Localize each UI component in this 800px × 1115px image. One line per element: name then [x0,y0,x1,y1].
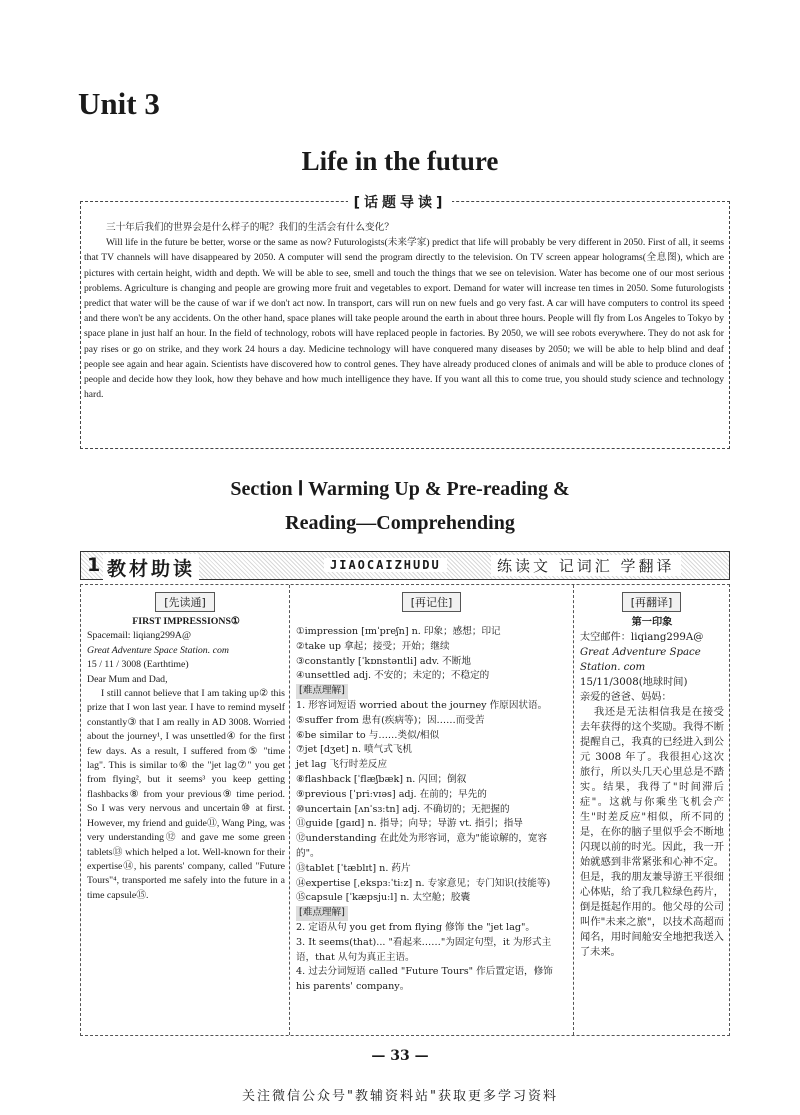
column-read [81,585,290,1035]
three-column-panel [80,584,730,1036]
page-number: — 33 — [371,1048,429,1064]
translation-line: Great Adventure Space Station. com [580,647,701,673]
letter-line: 15 / 11 / 3008 (Earthtime) [87,659,189,671]
vocab-item: jet lag 飞行时差反应 [296,759,388,771]
difficulty-tag: [难点理解] [296,684,348,699]
section-title-line1: Section Ⅰ Warming Up & Pre-reading & [230,478,570,500]
banner-title: 教材助读 [103,554,199,581]
note-item: 1. 形容词短语 worried about the journey 作原因状语。 [296,699,548,711]
letter-line: Spacemail: liqiang299A@ [87,630,191,642]
topic-header: [话题导读] [0,192,800,212]
letter-line: Great Adventure Space Station. com [87,644,229,656]
translation-line: 15/11/3008(地球时间) [580,677,688,688]
vocab-item: ⑤suffer from 患有(疾病等)；因……而受苦 [296,714,485,726]
translation-heading: 第一印象 [631,616,673,628]
vocab-item: ⑪guide [ɡaɪd] n. 指导；向导；导游 vt. 指引；指导 [296,818,523,830]
vocab-item: ⑨previous [ˈpriːvɪəs] adj. 在前的；早先的 [296,788,487,800]
note-item: 4. 过去分词短语 called "Future Tours" 作后置定语，修饰 his parents' company。 [296,966,553,993]
vocab-item: ⑬tablet [ˈtæblɪt] n. 药片 [296,862,411,874]
vocab-item: ①impression [ɪmˈpreʃn] n. 印象；感想；印记 [296,626,501,637]
topic-question: 三十年后我们的世界会是什么样子的呢？我们的生活会有什么变化？ [106,222,394,233]
note-item: 2. 定语从句 you get from flying 修饰 the "jet lag"。 [296,921,535,933]
column-header-read: [先读通] [155,592,215,612]
translation-body: 我还是无法相信我是在接受去年获得的这个奖励。我得不断提醒自己，我真的已经进入到公元 3008 年了。我很担心这次旅行，所以头几天心里总是不踏实。结果，我得了"时间滞后症"。这就与你乘坐飞机会产生"时差反应"相似，所不同的是，在你的脑子里似乎会不断地闪现以前的时光。因此，我一开始就感到非常紧张和心神不定。但是，我的朋友兼导游王平很细心体贴，给了我几粒绿色药片，倒是挺起作用的。他父母的公司叫作"未来之旅"，以技术高超而闻名，用时间舱安全地把我送入了未来。 [580,707,724,958]
unit-heading: Unit 3 [78,86,160,121]
banner-pinyin: JIAOCAIZHUDU [324,558,447,572]
vocab-item: ⑩uncertain [ʌnˈsɜːtn] adj. 不确切的；无把握的 [296,803,510,815]
difficulty-tag: [难点理解] [296,906,348,921]
footer-note: 关注微信公众号"教辅资料站"获取更多学习资料 [242,1089,558,1104]
translation-line: 太空邮件：liqiang299A@ [580,632,704,643]
vocab-item: ⑦jet [dʒet] n. 喷气式飞机 [296,744,413,756]
topic-passage [84,220,724,402]
column-remember [290,585,574,1035]
vocab-item: ④unsettled adj. 不安的；未定的；不稳定的 [296,670,490,682]
vocab-item: ③constantly [ˈkɒnstəntli] adv. 不断地 [296,655,471,667]
vocab-item: ⑮capsule [ˈkæpsjuːl] n. 太空舱；胶囊 [296,892,471,904]
page-title: Life in the future [301,146,499,176]
letter-line: Dear Mum and Dad, [87,673,168,685]
section-title-line2: Reading—Comprehending [285,512,515,534]
vocab-item: ⑭expertise [ˌekspɜːˈtiːz] n. 专家意见；专门知识(技能等) [296,877,551,889]
letter-body: I still cannot believe that I am taking up② this prize that I won last year. I have to remind myself constantly③ that I am really in AD 3008. Worried about the journey¹, I was unsettled④ for the first few days. As a result, I suffered from⑤ "time lag". This is similar to⑥ the "jet lag⑦" you get from flying², but it seems³ you keep getting flashbacks⑧ from your previous⑨ time period. So I was very nervous and uncertain⑩ at first. However, my friend and guide⑪, Wang Ping, was very understanding⑫ and gave me some green tablets⑬ which helped a lot. Well-known for their expertise⑭, his parents' company, called "Future Tours"⁴, transported me safely into the future in a time capsule⑮. [87,688,285,901]
column-translate [574,585,729,1035]
banner-number: 1 [87,554,101,576]
column-header-translate: [再翻译] [622,592,682,612]
vocab-item: ⑧flashback [ˈflæʃbæk] n. 闪回；倒叙 [296,773,467,785]
note-item: 3. It seems(that)... "看起来……"为固定句型，it 为形式主语，that 从句为真正主语。 [296,936,552,963]
column-header-remember: [再记住] [402,592,462,612]
translation-line: 亲爱的爸爸、妈妈： [580,692,672,703]
vocab-item: ⑥be similar to 与……类似/相似 [296,729,440,741]
banner-motto: 练读文 记词汇 学翻译 [491,555,681,576]
topic-body: Will life in the future be better, worse or the same as now? Futurologists(未来学家) predict that life will probably be very different in 2050. First of all, it seems that TV channels will have disappeared by 2050. A computer will send the program directly to the television. On TV screen appear holograms(全息图), which are pictures with certain height, width and depth. We will be able to see, smell and touch the things that we see on television. Water has become one of our most serious problems. Agriculture is changing and people are growing more fruit and vegetables to export. Demand for water will increase ten times in 2050. Some futurologists predict that water will be the cause of war if we don't act now. In transport, cars will run on new fuels and go very fast. A car will have computers to control its speed and there won't be any accidents. On the other hand, space planes will take people around the earth in about three hours. People will fly from Los Angeles to Tokyo by space plane in just half an hour. In the field of technology, robots will have replaced people in factories. By 2050, we will see robots everywhere. They do not ask for pay rises or go on strike, and they work 24 hours a day. Medicine technology will have conquered many diseases by 2050; we will be able to help blind and deaf people see again and hear again. Scientists have discovered how to control genes. They have already produced clones of animals and will be able to produce clones of people and decide how they look, how they behave and how much intelligence they have. If you want all this to come true, you should study science and technology hard. [84,237,724,401]
vocab-item: ②take up 拿起；接受；开始；继续 [296,640,450,652]
letter-heading: FIRST IMPRESSIONS① [132,616,240,627]
section-banner [80,551,730,580]
vocab-item: ⑫understanding 在此处为形容词，意为"能谅解的，宽容的"。 [296,833,548,859]
